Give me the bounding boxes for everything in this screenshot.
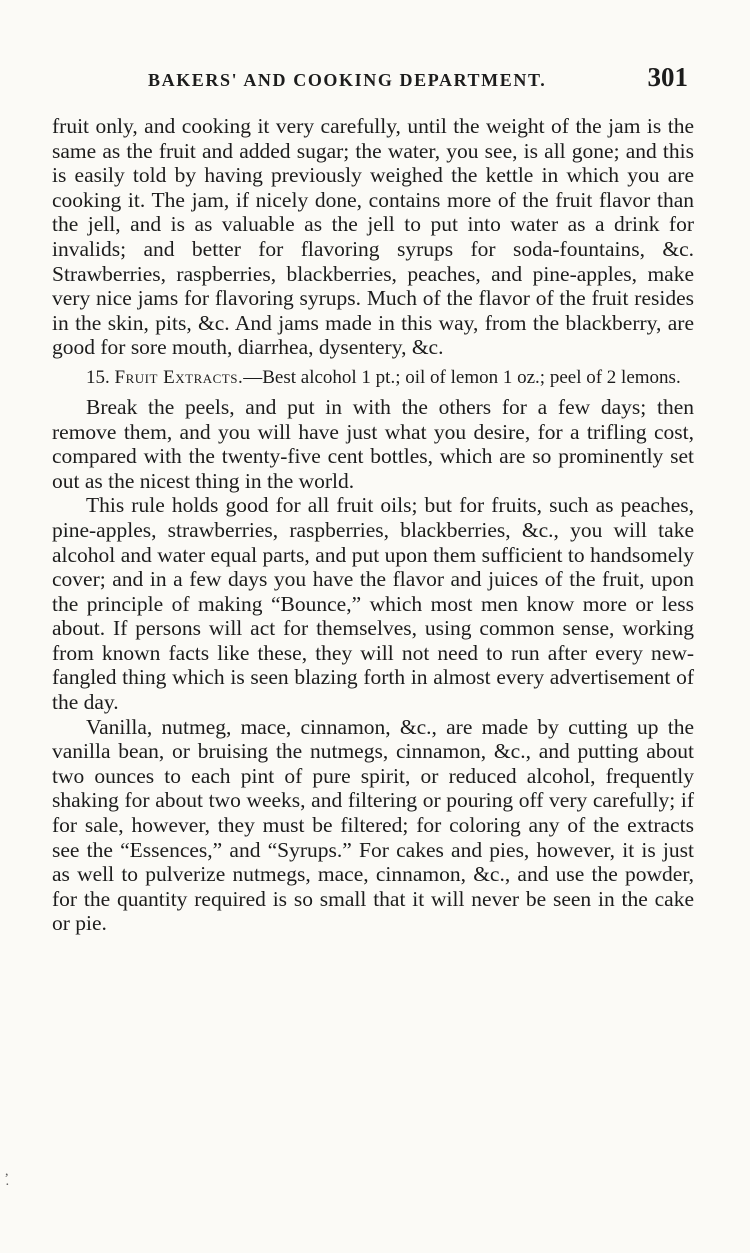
paragraph-jam-continued: fruit only, and cooking it very carefully, until the weight of the jam is the same as the fruit and added sugar; the water, you see, is all gone; and this is easily told by having previously weighed the kettle in which you are cooking it. The jam, if nicely done, contains more of the fruit flavor than the jell, and is as valuable as the jell to put into water as a drink for invalids; and better for flavoring syrups for soda-fountains, &c. Strawberries, raspberries, blackberries, peaches, and pine-apples, make very nice jams for flavoring syrups. Much of the flavor of the fruit resides in the skin, pits, &c. And jams made in this way, from the blackberry, are good for sore mouth, diarrhea, dysentery, &c. xyxy=(52,114,694,360)
paragraph-break-peels: Break the peels, and put in with the others for a few days; then remove them, and you will have just what you desire, for a trifling cost, compared with the twenty-five cent bottles, which are so prominently set out as the nicest thing in the world. xyxy=(52,394,694,493)
entry-title: Fruit Extracts. xyxy=(114,366,244,388)
recipe-entry-fruit-extracts xyxy=(52,366,694,389)
entry-number: 15. xyxy=(86,366,110,388)
paragraph-fruit-oils: This rule holds good for all fruit oils; but for fruits, such as peaches, pine-apples, strawberries, raspberries, blackberries, &c., you will take alcohol and water equal parts, and put upon them sufficient to handsomely cover; and in a few days you have the flavor and juices of the fruit, upon the principle of making “Bounce,” which most men know more or less about. If persons will act for themselves, using common sense, working from known facts like these, they will not need to run after every new-fangled thing which is seen blazing forth in almost every advertisement of the day. xyxy=(52,493,694,715)
body-text xyxy=(52,114,694,936)
entry-ingredients: —Best alcohol 1 pt.; oil of lemon 1 oz.; peel of 2 lemons. xyxy=(243,366,681,388)
page-number: 301 xyxy=(647,62,688,92)
margin-ink-mark: , · xyxy=(5,1164,10,1193)
paragraph-vanilla-nutmeg: Vanilla, nutmeg, mace, cinnamon, &c., are made by cutting up the vanilla bean, or bruising the nutmegs, cinnamon, &c., and putting about two ounces to each pint of pure spirit, or reduced alcohol, frequently shaking for about two weeks, and filtering or pouring off very carefully; if for sale, however, they must be filtered; for coloring any of the extracts see the “Essences,” and “Syrups.” For cakes and pies, however, it is just as well to pulverize nutmegs, mace, cinnamon, &c., and use the powder, for the quantity required is so small that it will never be seen in the cake or pie. xyxy=(52,714,694,936)
running-title: BAKERS' AND COOKING DEPARTMENT. xyxy=(148,70,547,90)
page-header xyxy=(52,62,688,102)
